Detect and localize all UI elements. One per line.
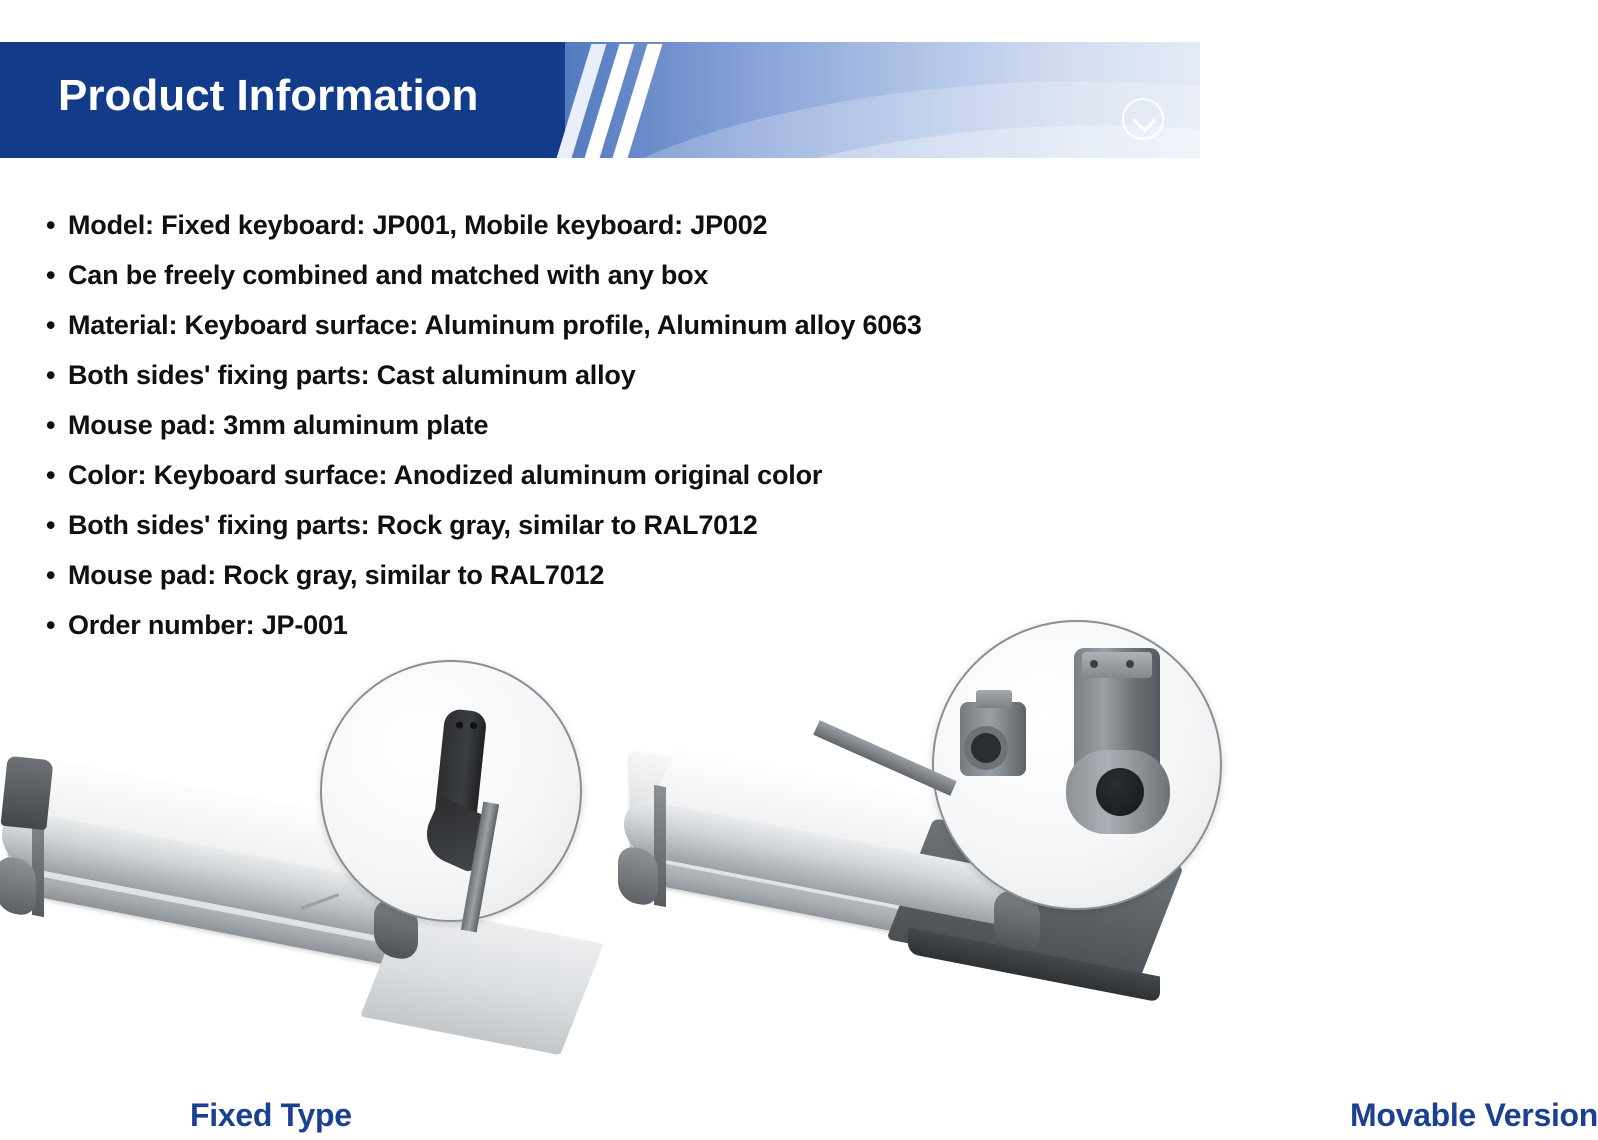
list-item-label: Material: Keyboard surface: Aluminum profile, Aluminum alloy 6063: [68, 310, 922, 340]
specification-list: [40, 200, 1180, 650]
bullet-icon: •: [46, 510, 56, 540]
list-item-label: Can be freely combined and matched with any box: [68, 260, 709, 290]
list-item: [40, 350, 1180, 400]
chevron-down-icon[interactable]: [1122, 98, 1164, 140]
clamp-tube-collar: [1066, 750, 1170, 834]
bullet-icon: •: [46, 460, 56, 490]
fixed-mounting-bracket: [0, 756, 53, 830]
bullet-icon: •: [46, 410, 56, 440]
product-image-gallery: [0, 600, 1598, 1140]
list-item-label: Color: Keyboard surface: Anodized aluminum original color: [68, 460, 823, 490]
list-item-label: Mouse pad: 3mm aluminum plate: [68, 410, 489, 440]
list-item-label: Model: Fixed keyboard: JP001, Mobile keyboard: JP002: [68, 210, 768, 240]
list-item: [40, 200, 1180, 250]
bolt-icon: [1126, 660, 1134, 668]
bolt-hole-icon: [456, 721, 464, 729]
page-header: [0, 0, 1200, 158]
clamp-ring-icon: [964, 726, 1008, 770]
list-item: [40, 450, 1180, 500]
clamp-bracket-secondary: [960, 702, 1026, 776]
bullet-icon: •: [46, 560, 56, 590]
product-figure-fixed: [0, 600, 610, 1140]
list-item: [40, 500, 1180, 550]
list-item: [40, 400, 1180, 450]
triple-slash-icon: [566, 44, 676, 158]
page-title: Product Information: [58, 71, 479, 120]
cast-aluminum-bracket-shape: [434, 708, 487, 820]
list-item: [40, 250, 1180, 300]
bolt-hole-icon: [470, 722, 478, 730]
bullet-icon: •: [46, 360, 56, 390]
clamp-tab: [976, 690, 1012, 708]
bullet-icon: •: [46, 210, 56, 240]
bolt-icon: [1090, 660, 1098, 668]
list-item: [40, 300, 1180, 350]
product-figure-movable: [610, 600, 1598, 1140]
list-item-label: Mouse pad: Rock gray, similar to RAL7012: [68, 560, 605, 590]
list-item-label: Order number: JP-001: [68, 610, 348, 640]
list-item-label: Both sides' fixing parts: Rock gray, similar to RAL7012: [68, 510, 758, 540]
bullet-icon: •: [46, 310, 56, 340]
list-item: [40, 550, 1180, 600]
bullet-icon: •: [46, 260, 56, 290]
list-item-label: Both sides' fixing parts: Cast aluminum alloy: [68, 360, 636, 390]
product-caption-fixed: Fixed Type: [190, 1097, 352, 1133]
fixed-bracket-closeup: [320, 660, 582, 922]
bullet-icon: •: [46, 610, 56, 640]
movable-clamp-closeup: [932, 620, 1222, 910]
product-caption-movable: Movable Version: [1350, 1097, 1598, 1133]
